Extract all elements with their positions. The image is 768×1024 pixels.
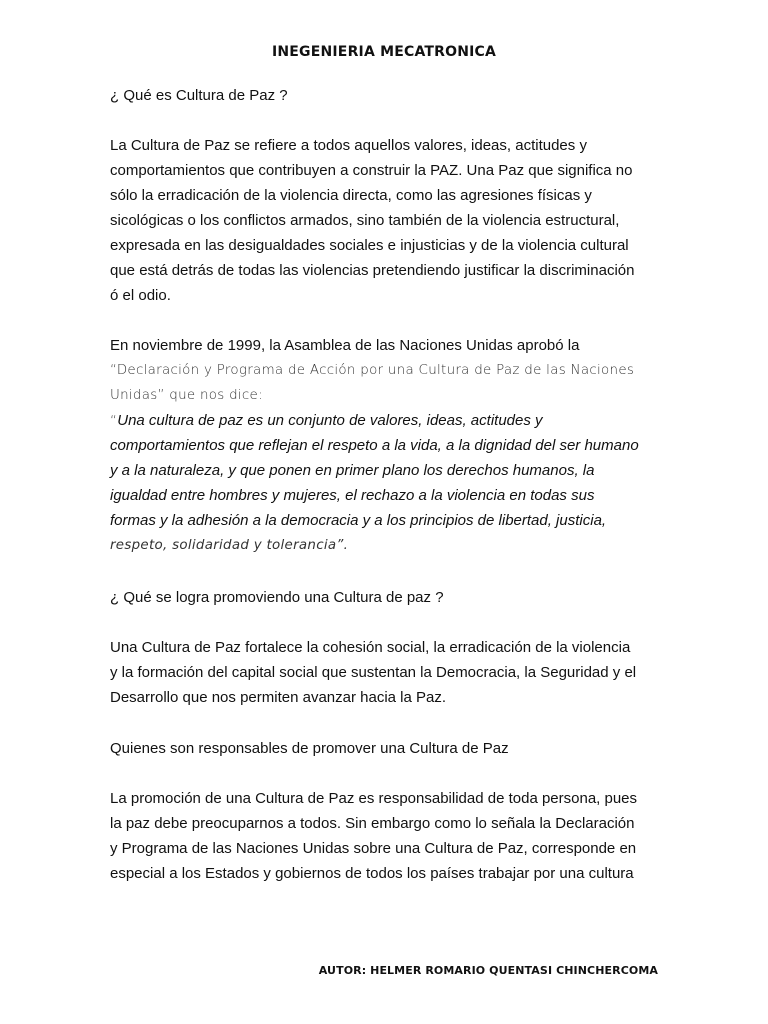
quote-open-mark: “: [110, 414, 118, 429]
author-footer: AUTOR: HELMER ROMARIO QUENTASI CHINCHERCOMA: [318, 964, 658, 977]
paragraph-line: y la formación del capital social que sustentan la Democracia, la Seguridad y el: [110, 664, 637, 681]
paragraph-line: La Cultura de Paz se refiere a todos aquellos valores, ideas, actitudes y: [110, 137, 587, 154]
paragraph-line: expresada en las desigualdades sociales e injusticias y de la violencia cultural: [110, 237, 629, 254]
heading-text: Quienes son responsables de promover una Cultura de Paz: [110, 740, 509, 757]
quote-line: igualdad entre hombres y mujeres, el rechazo a la violencia en todas sus: [110, 487, 595, 504]
heading-que-es: [110, 83, 288, 108]
paragraph-line: ó el odio.: [110, 287, 171, 304]
paragraph-line: sólo la erradicación de la violencia directa, como las agresiones físicas y: [110, 187, 592, 204]
heading-text: ¿ Qué es Cultura de Paz ?: [110, 87, 288, 104]
quote-line: comportamientos que reflejan el respeto a la vida, a la dignidad del ser humano: [110, 437, 639, 454]
quote-line: [110, 408, 639, 433]
paragraph-responsibility: [110, 786, 637, 886]
paragraph-line: especial a los Estados y gobiernos de todos los países trabajar por una cultura: [110, 865, 634, 882]
paragraph-line: y Programa de las Naciones Unidas sobre una Cultura de Paz, corresponde en: [110, 840, 637, 857]
paragraph-line: comportamientos que contribuyen a construir la PAZ. Una Paz que significa no: [110, 162, 633, 179]
quote-text: Una cultura de paz es un conjunto de valores, ideas, actitudes y: [117, 412, 543, 429]
heading-quienes: [110, 736, 509, 761]
paragraph-benefits: [110, 635, 636, 710]
paragraph-line: En noviembre de 1999, la Asamblea de las Naciones Unidas aprobó la: [110, 337, 580, 354]
paragraph-line: La promoción de una Cultura de Paz es responsabilidad de toda persona, pues: [110, 790, 638, 807]
quote-line-light: respeto, solidaridad y tolerancia”.: [110, 538, 349, 553]
paragraph-line: Una Cultura de Paz fortalece la cohesión social, la erradicación de la violencia: [110, 639, 631, 656]
paragraph-line: sicológicas o los conflictos armados, sino también de la violencia estructural,: [110, 212, 620, 229]
paragraph-line-light: Unidas” que nos dice:: [110, 388, 263, 403]
heading-text: ¿ Qué se logra promoviendo una Cultura de paz ?: [110, 589, 444, 606]
paragraph-line: la paz debe preocuparnos a todos. Sin embargo como lo señala la Declaración: [110, 815, 635, 832]
paragraph-line: Desarrollo que nos permiten avanzar hacia la Paz.: [110, 689, 447, 706]
paragraph-declaration: [110, 333, 639, 558]
quote-line: formas y la adhesión a la democracia y a los principios de libertad, justicia,: [110, 512, 607, 529]
heading-que-se-logra: [110, 585, 444, 610]
paragraph-definition: [110, 133, 634, 308]
paragraph-line-light: “Declaración y Programa de Acción por una Cultura de Paz de las Naciones: [110, 363, 635, 378]
paragraph-line: que está detrás de todas las violencias pretendiendo justificar la discriminación: [110, 262, 635, 279]
quote-line: y a la naturaleza, y que ponen en primer plano los derechos humanos, la: [110, 462, 595, 479]
page-title: INEGENIERIA MECATRONICA: [271, 44, 497, 60]
